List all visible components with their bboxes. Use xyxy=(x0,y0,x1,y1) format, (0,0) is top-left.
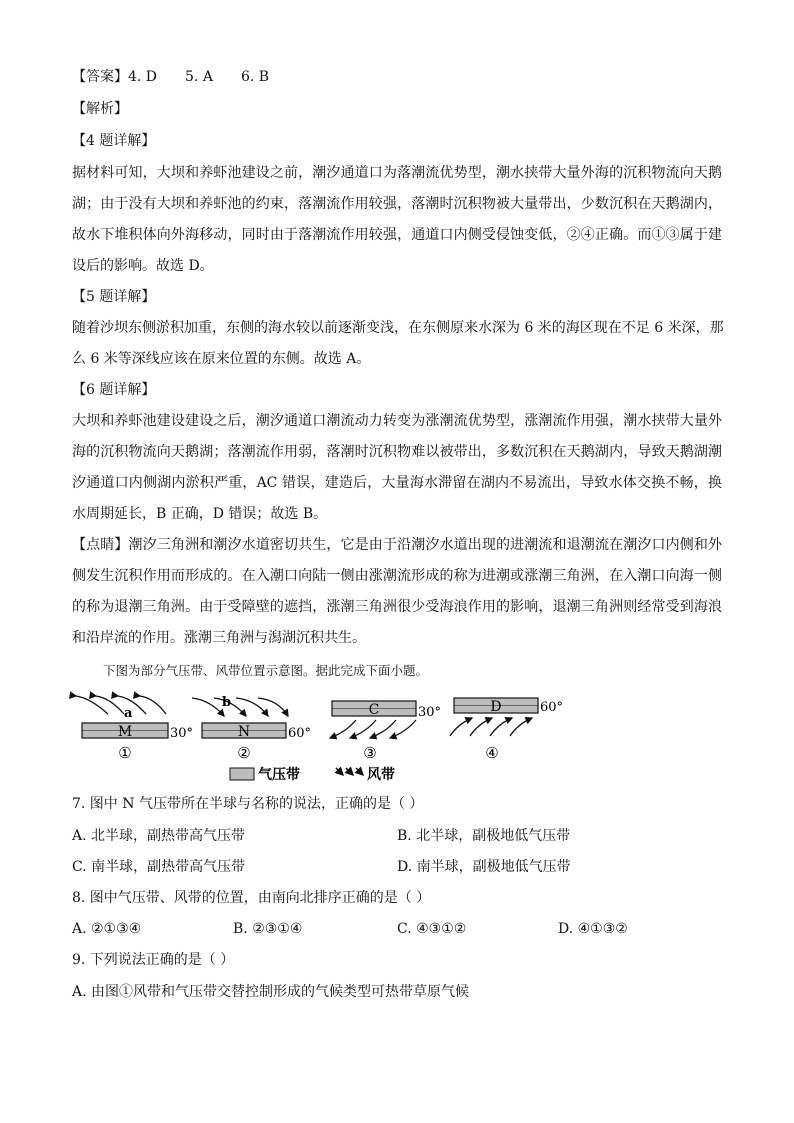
q8-option-b[interactable]: B. ②③①④ xyxy=(233,921,303,937)
q6-line: 汐通道口内侧湖内淤积严重，AC 错误，建造后，大量海水滞留在湖内不易流出，导致水体交换不畅，换 xyxy=(72,475,722,491)
panel-number: ③ xyxy=(363,744,377,762)
legend-wind-label: 风带 xyxy=(367,767,395,783)
panel-number: ① xyxy=(118,744,132,762)
note-line: 和沿岸流的作用。涨潮三角洲与潟湖沉积共生。 xyxy=(72,630,366,646)
note-label: 【点睛】 xyxy=(72,537,129,553)
answer-item: 6. B xyxy=(240,69,270,85)
q6-line: 大坝和养虾池建设建设之后，潮汐通道口潮流动力转变为涨潮流优势型，涨潮流作用强，潮水挟带大量外 xyxy=(72,413,722,429)
q7-option-a[interactable]: A. 北半球，副热带高气压带 xyxy=(72,828,246,844)
lat-label: 60° xyxy=(288,726,312,741)
wind-label-a: a xyxy=(124,706,133,721)
note-line: 的称为退潮三角洲。由于受障壁的遮挡，涨潮三角洲很少受海浪作用的影响，退潮三角洲则经常受到海浪 xyxy=(72,599,722,615)
q5-line: 随着沙坝东侧淤积加重，东侧的海水较以前逐渐变浅，在东侧原来水深为 6 米的海区现在不足 6 米深，那 xyxy=(72,320,724,336)
q5-header: 【5 题详解】 xyxy=(72,289,156,305)
q7-option-c[interactable]: C. 南半球，副热带高气压带 xyxy=(72,859,246,875)
panel-4 xyxy=(450,698,563,762)
legend-belt-label: 气压带 xyxy=(258,767,300,783)
q7-option-b[interactable]: B. 北半球，副极地低气压带 xyxy=(397,828,571,844)
panel-number: ② xyxy=(237,744,251,762)
wind-label-b: b xyxy=(222,695,232,710)
q4-line: 据材料可知，大坝和养虾池建设之前，潮汐通道口为落潮流优势型，潮水挟带大量外海的沉积物流向天鹅 xyxy=(72,165,722,181)
q6-header: 【6 题详解】 xyxy=(72,382,156,398)
note-text: 潮汐三角洲和潮汐水道密切共生，它是由于沿潮汐水道出现的进潮流和退潮流在潮汐口内侧和外 xyxy=(128,537,723,553)
panel-number: ④ xyxy=(485,744,499,762)
q8-option-c[interactable]: C. ④③①② xyxy=(397,921,467,937)
note-line: 侧发生沉积作用而形成的。在入潮口向陆一侧由涨潮流形成的称为进潮或涨潮三角洲，在入潮口向海一侧 xyxy=(72,568,722,584)
lat-label: 60° xyxy=(540,700,564,715)
q5-line: 么 6 米等深线应该在原来位置的东侧。故选 A。 xyxy=(72,351,371,367)
answer-label: 【答案】 xyxy=(72,69,128,85)
figure-legend xyxy=(230,766,395,783)
lat-label: 30° xyxy=(418,705,442,720)
q8-stem: 8. 图中气压带、风带的位置，由南向北排序正确的是（ ） xyxy=(72,890,431,906)
belt-label-n: N xyxy=(237,724,251,740)
belt-label-d: D xyxy=(490,699,502,715)
figure-intro: 下图为部分气压带、风带位置示意图。据此完成下面小题。 xyxy=(103,663,429,678)
answer-item: 5. A xyxy=(185,69,213,85)
q4-line: 湖；由于没有大坝和养虾池的约束，落潮流作用较强，落潮时沉积物被大量带出，少数沉积在天鹅湖内， xyxy=(72,196,722,212)
analysis-label: 【解析】 xyxy=(72,101,128,117)
answer-item: 4. D xyxy=(128,69,158,85)
panel-1 xyxy=(76,696,193,762)
note-line xyxy=(72,535,722,555)
legend-belt-swatch xyxy=(230,768,254,780)
q8-option-d[interactable]: D. ④①③② xyxy=(558,921,628,937)
q4-line: 故水下堆积体向外海移动，同时由于落潮流作用较强，通道口内侧受侵蚀变低，②④正确。而①③属于建 xyxy=(72,227,722,243)
answer-line xyxy=(72,67,722,87)
q6-line: 海的沉积物流向天鹅湖；落潮流作用弱，落潮时沉积物难以被带出，多数沉积在天鹅湖内，导致天鹅湖潮 xyxy=(72,444,722,460)
q9-stem: 9. 下列说法正确的是（ ） xyxy=(72,952,235,968)
pressure-wind-diagram xyxy=(60,686,600,786)
q8-option-a[interactable]: A. ②①③④ xyxy=(72,921,142,937)
q7-stem: 7. 图中 N 气压带所在半球与名称的说法，正确的是（ ） xyxy=(72,796,424,812)
belt-label-c: C xyxy=(368,702,380,718)
q4-header: 【4 题详解】 xyxy=(72,133,156,149)
q6-line: 水周期延长，B 正确，D 错误；故选 B。 xyxy=(72,506,328,522)
panel-2 xyxy=(192,695,311,762)
q9-option-a[interactable]: A. 由图①风带和气压带交替控制形成的气候类型可热带草原气候 xyxy=(72,984,470,1000)
lat-label: 30° xyxy=(170,726,194,741)
belt-label-m: M xyxy=(117,724,133,740)
q4-line: 设后的影响。故选 D。 xyxy=(72,258,214,274)
q7-option-d[interactable]: D. 南半球，副极地低气压带 xyxy=(397,859,571,875)
panel-3 xyxy=(330,701,441,762)
